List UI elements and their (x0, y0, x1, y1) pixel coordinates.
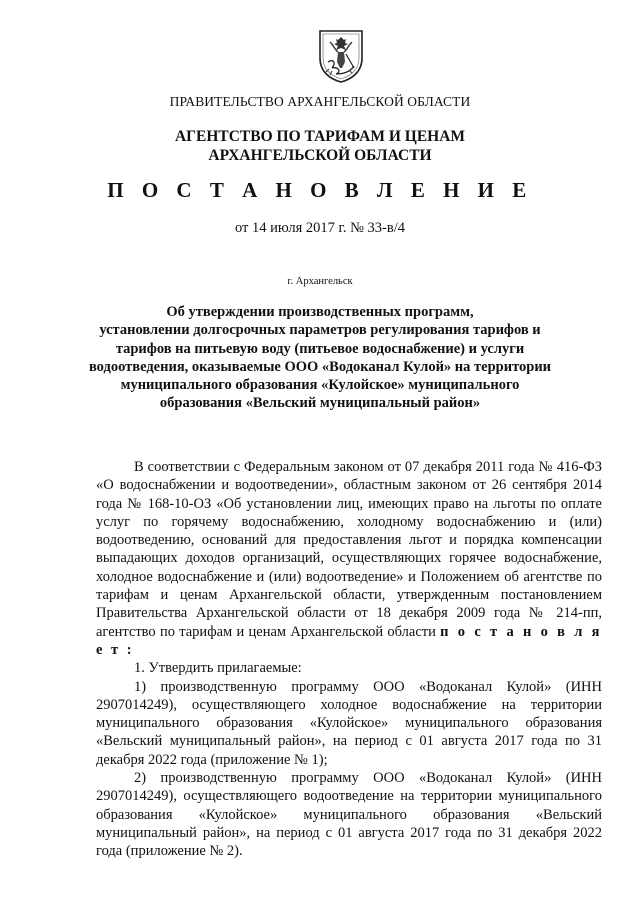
preamble-text: В соответствии с Федеральным законом от 07 декабря 2011 года № 416-ФЗ «О водоснабжении и водоотведении», областным законом от 26 сентября 2014 года № 168-10-ОЗ «Об установлении лиц, имеющих право на льготы по оплате услуг по горячему водоснабжению, холодному водоснабжению и (или) водоотведению, оснований для предоставления льгот и порядка компенсации выпадающих доходов организаций, осуществляющих горячее водоснабжение, холодное водоснабжение и (или) водоотведение» и Положением об агентстве по тарифам и ценам Архангельской области, утвержденным постановлением Правительства Архангельской области от 18 декабря 2009 года № 214-пп, агентство по тарифам и ценам Архангельской области (96, 459, 602, 640)
title-line: муниципального образования «Кулойское» муниципального (120, 377, 520, 394)
preamble-paragraph (96, 458, 602, 659)
document-city: г. Архангельск (287, 276, 353, 287)
agency-name-line2: АРХАНГЕЛЬСКОЙ ОБЛАСТИ (208, 147, 432, 164)
title-line: образования «Вельский муниципальный район» (159, 395, 481, 412)
document-date-number: от 14 июля 2017 г. № 33-в/4 (234, 220, 405, 236)
document-body (96, 458, 602, 861)
agency-name (0, 127, 640, 165)
title-line: тарифов на питьевую воду (питьевое водоснабжение) и услуги (115, 340, 525, 357)
resolves-word: п о с т а н о в л я е т : (96, 623, 603, 658)
document-type: П О С Т А Н О В Л Е Н И Е (107, 178, 533, 202)
title-line: водоотведения, оказываемые ООО «Водоканал Кулой» на территории (88, 358, 552, 375)
item-1-1-paragraph: 1) производственную программу ООО «Водоканал Кулой» (ИНН 2907014249), осуществляющего холодное водоснабжение на территории муниципального образования «Кулойское» муниципального образования «Вельский муниципальный район», на период с 01 августа 2017 года по 31 декабря 2022 года (приложение № 1); (96, 678, 602, 768)
item-1-2-paragraph: 2) производственную программу ООО «Водоканал Кулой» (ИНН 2907014249), осуществляющего водоотведение на территории муниципального образования «Кулойское» муниципального образования «Вельский муниципальный район», на период с 01 августа 2017 года по 31 декабря 2022 года (приложение № 2). (96, 770, 602, 860)
government-name: ПРАВИТЕЛЬСТВО АРХАНГЕЛЬСКОЙ ОБЛАСТИ (169, 94, 471, 109)
coat-of-arms-icon (316, 28, 366, 84)
title-line: Об утверждении производственных программ, (166, 304, 474, 320)
title-line: установлении долгосрочных параметров регулирования тарифов и (99, 322, 541, 339)
item-1-paragraph: 1. Утвердить прилагаемые: (134, 660, 302, 677)
document-title (0, 303, 640, 413)
agency-name-line1: АГЕНТСТВО ПО ТАРИФАМ И ЦЕНАМ (174, 128, 466, 145)
